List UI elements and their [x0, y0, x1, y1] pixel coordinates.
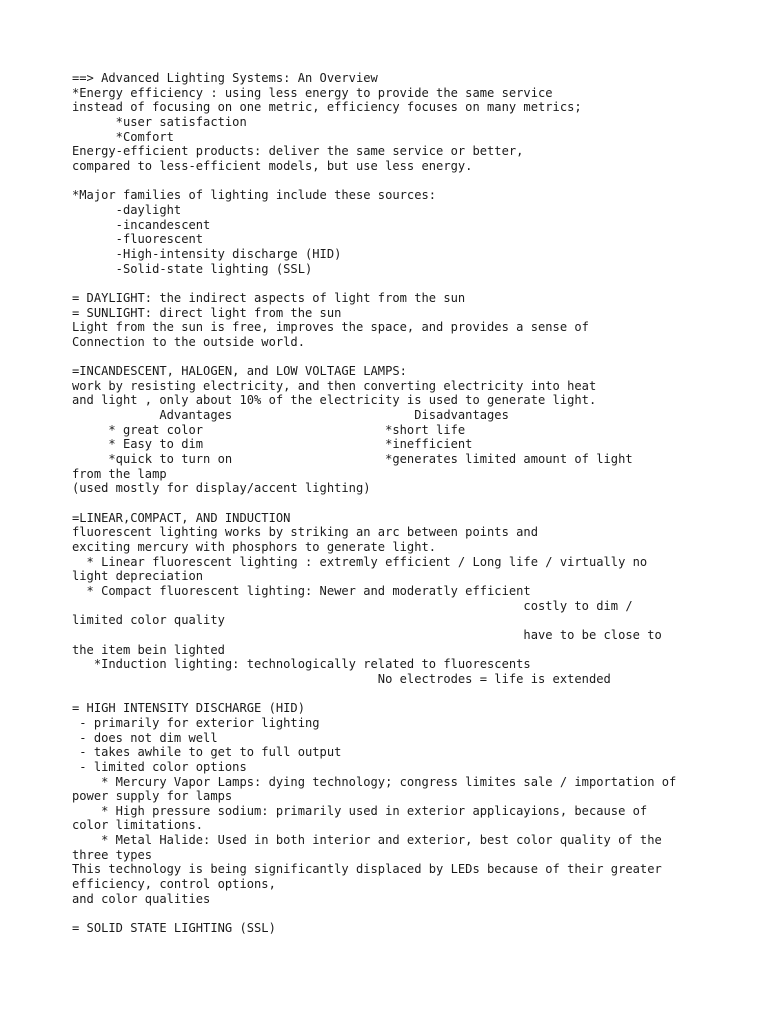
- text-line: - takes awhile to get to full output: [72, 745, 342, 760]
- text-line: *Major families of lighting include these sources:: [72, 188, 437, 203]
- text-line: work by resisting electricity, and then converting electricity into heat: [72, 378, 597, 393]
- text-line: *Comfort: [72, 129, 174, 144]
- text-line: =INCANDESCENT, HALOGEN, and LOW VOLTAGE LAMPS:: [72, 364, 407, 379]
- text-line: = SUNLIGHT: direct light from the sun: [72, 305, 342, 320]
- text-line: * great color *short life: [72, 422, 466, 437]
- text-line: *Induction lighting: technologically related to fluorescents: [72, 657, 531, 672]
- text-line: = DAYLIGHT: the indirect aspects of light from the sun: [72, 290, 466, 305]
- text-line: = SOLID STATE LIGHTING (SSL): [72, 921, 276, 936]
- text-line: * Metal Halide: Used in both interior and exterior, best color quality of the: [72, 833, 662, 848]
- text-line: * Easy to dim *inefficient: [72, 437, 473, 452]
- text-line: -daylight: [72, 202, 182, 217]
- text-line: Energy-efficient products: deliver the same service or better,: [72, 144, 524, 159]
- text-line: This technology is being significantly displaced by LEDs because of their greater: [72, 862, 662, 877]
- text-line: ==> Advanced Lighting Systems: An Overview: [72, 71, 378, 85]
- text-line: from the lamp: [72, 466, 167, 481]
- text-line: exciting mercury with phosphors to generate light.: [72, 540, 437, 554]
- text-line: - does not dim well: [72, 730, 218, 745]
- text-line: efficiency, control options,: [72, 877, 276, 892]
- text-line: instead of focusing on one metric, efficiency focuses on many metrics;: [72, 100, 582, 115]
- text-line: * High pressure sodium: primarily used in exterior applicayions, because of: [72, 803, 648, 818]
- text-line: have to be close to: [72, 627, 662, 642]
- text-line: and light , only about 10% of the electricity is used to generate light.: [72, 393, 597, 408]
- text-line: *user satisfaction: [72, 114, 247, 129]
- text-line: * Compact fluorescent lighting: Newer and moderatly efficient: [72, 583, 531, 598]
- text-line: power supply for lamps: [72, 789, 233, 804]
- text-line: - limited color options: [72, 759, 247, 774]
- text-line: * Linear fluorescent lighting : extremly efficient / Long life / virtually no: [72, 554, 648, 569]
- text-line: Advantages Disadvantages: [72, 408, 509, 423]
- text-line: No electrodes = life is extended: [72, 671, 611, 686]
- text-line: -High-intensity discharge (HID): [72, 246, 342, 261]
- text-line: fluorescent lighting works by striking an arc between points and: [72, 525, 538, 540]
- text-line: limited color quality: [72, 613, 225, 628]
- text-line: compared to less-efficient models, but use less energy.: [72, 158, 473, 173]
- document-body: [72, 71, 762, 936]
- text-line: *quick to turn on *generates limited amount of light: [72, 452, 633, 467]
- text-line: and color qualities: [72, 891, 211, 906]
- text-line: color limitations.: [72, 818, 204, 833]
- text-line: Connection to the outside world.: [72, 334, 305, 349]
- text-line: Light from the sun is free, improves the space, and provides a sense of: [72, 320, 589, 335]
- text-line: costly to dim /: [72, 598, 633, 613]
- text-line: - primarily for exterior lighting: [72, 715, 320, 730]
- text-line: light depreciation: [72, 569, 204, 584]
- text-line: * Mercury Vapor Lamps: dying technology; congress limites sale / importation of: [72, 774, 677, 789]
- text-line: -fluorescent: [72, 232, 204, 247]
- text-line: the item bein lighted: [72, 642, 225, 657]
- text-line: *Energy efficiency : using less energy to provide the same service: [72, 85, 553, 100]
- text-line: -Solid-state lighting (SSL): [72, 261, 313, 276]
- text-line: =LINEAR,COMPACT, AND INDUCTION: [72, 510, 291, 525]
- text-line: -incandescent: [72, 217, 211, 232]
- text-line: (used mostly for display/accent lighting): [72, 481, 371, 496]
- text-line: three types: [72, 847, 153, 862]
- text-line: = HIGH INTENSITY DISCHARGE (HID): [72, 701, 305, 716]
